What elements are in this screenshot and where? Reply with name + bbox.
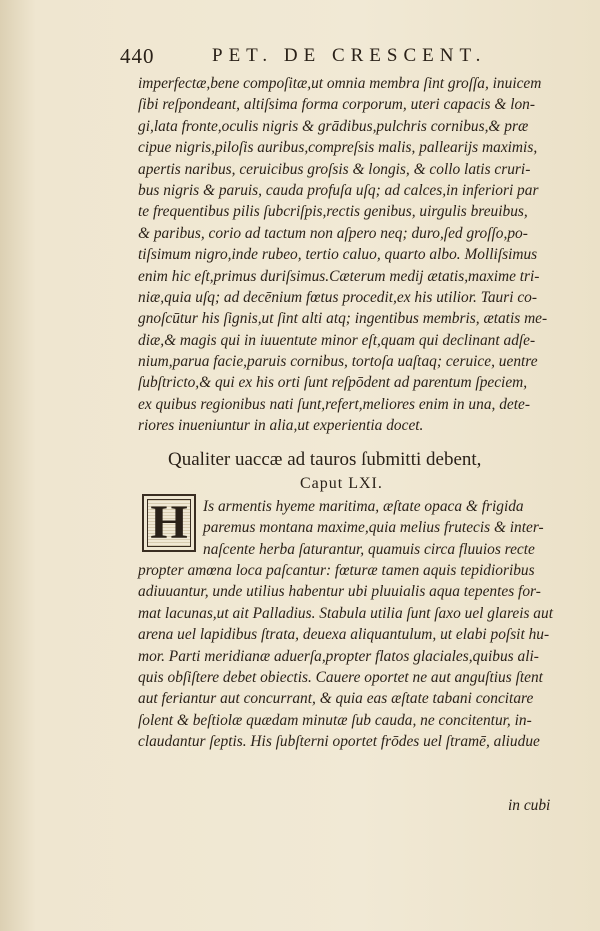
text-line: aut feriantur aut concurrant, & quia eas æſtate tabani concitare [138,690,534,708]
text-line: bus nigris & paruis, cauda profuſa uſq; ad calces,in inferiori par [138,181,539,199]
text-line: niæ,quia uſq; ad decēnium fœtus procedit,ex his utilior. Tauri co- [138,288,537,306]
text-line: ex quibus regionibus nati ſunt,refert,meliores enim in una, dete- [138,395,530,413]
page-header [120,44,530,74]
text-line: Is armentis hyeme maritima, æſtate opaca & frigida [203,498,524,515]
text-line: propter amœna loca paſcantur: fœturæ tamen aquis tepidioribus [138,562,535,579]
text-line: cipue nigris,piloſis auribus,compreſsis malis, pallearijs maximis, [138,139,538,157]
text-line: & paribus, corio ad tactum non aſpero neq; duro,ſed groſſo,po- [138,224,528,242]
chapter-title: Qualiter uaccæ ad tauros ſubmitti debent, [168,449,482,470]
text-line: nium,parua facie,paruis cornibus, tortoſa uaſtaq; ceruice, uentre [138,353,538,371]
chapter-number: Caput LXI. [300,475,383,492]
page-number: 440 [120,44,155,68]
text-line: gi,lata fronte,oculis nigris & grādibus,pulchris cornibus,& præ [138,117,529,135]
text-line: te frequentibus pilis ſubcriſpis,rectis genibus, uirgulis breuibus, [138,203,528,221]
text-line: ſubſtricto,& qui ex his orti ſunt reſpōdent ad parentum ſpeciem, [138,374,528,392]
catchword: in cubi [508,797,551,814]
text-line: gnoſcūtur his ſignis,ut ſint alti atq; ingentibus membris, ætatis me- [138,310,548,328]
text-line: naſcente herba ſaturantur, quamuis circa fluuios recte [203,540,535,558]
text-block-1 [138,73,566,437]
text-line: claudantur ſeptis. His ſubſterni oportet frōdes uel ſtramē, aliudue [138,733,540,751]
text-block-2 [138,560,566,753]
initial-letter: H [150,496,188,549]
text-line: imperfectæ,bene compoſitæ,ut omnia membra ſint groſſa, inuicem [138,75,542,92]
text-line: tiſsimum nigro,inde rubeo, tertio caluo, quarto albo. Molliſsimus [138,246,538,264]
text-line: enim hic eſt,primus duriſsimus.Cæterum medij ætatis,maxime tri- [138,267,540,285]
text-block-2-indented [203,496,568,560]
text-line: mor. Parti meridianæ aduerſa,propter flatos glaciales,quibus ali- [138,647,539,665]
text-line: quis obſiſtere debet obiectis. Cauere oportet ne aut anguſtius ſtent [138,668,543,686]
text-line: diæ,& magis qui in iuuentute minor eſt,quam qui declinant adſe- [138,331,536,349]
text-line: mat lacunas,ut ait Palladius. Stabula utilia ſunt ſaxo uel glareis aut [138,604,553,622]
text-line: riores inueniuntur in alia,ut experientia docet. [138,417,424,435]
text-line: apertis naribus, ceruicibus groſsis & longis, & collo latis cruri- [138,160,531,178]
text-line: paremus montana maxime,quia melius frutecis & inter- [203,519,544,537]
running-head: PET. DE CRESCENT. [212,45,487,66]
text-line: arena uel lapidibus ſtrata, deuexa aliquantulum, ut elabi poſsit hu- [138,626,550,644]
text-line: ſibi reſpondeant, altiſsima forma corporum, uteri capacis & lon- [138,96,535,114]
text-line: adiuuantur, unde utilius habentur ubi pluuialis aqua tepentes for- [138,583,541,601]
text-line: ſolent & beſtiolæ quædam minutæ ſub cauda, ne concitentur, in- [138,711,532,729]
decorated-initial [142,494,196,552]
